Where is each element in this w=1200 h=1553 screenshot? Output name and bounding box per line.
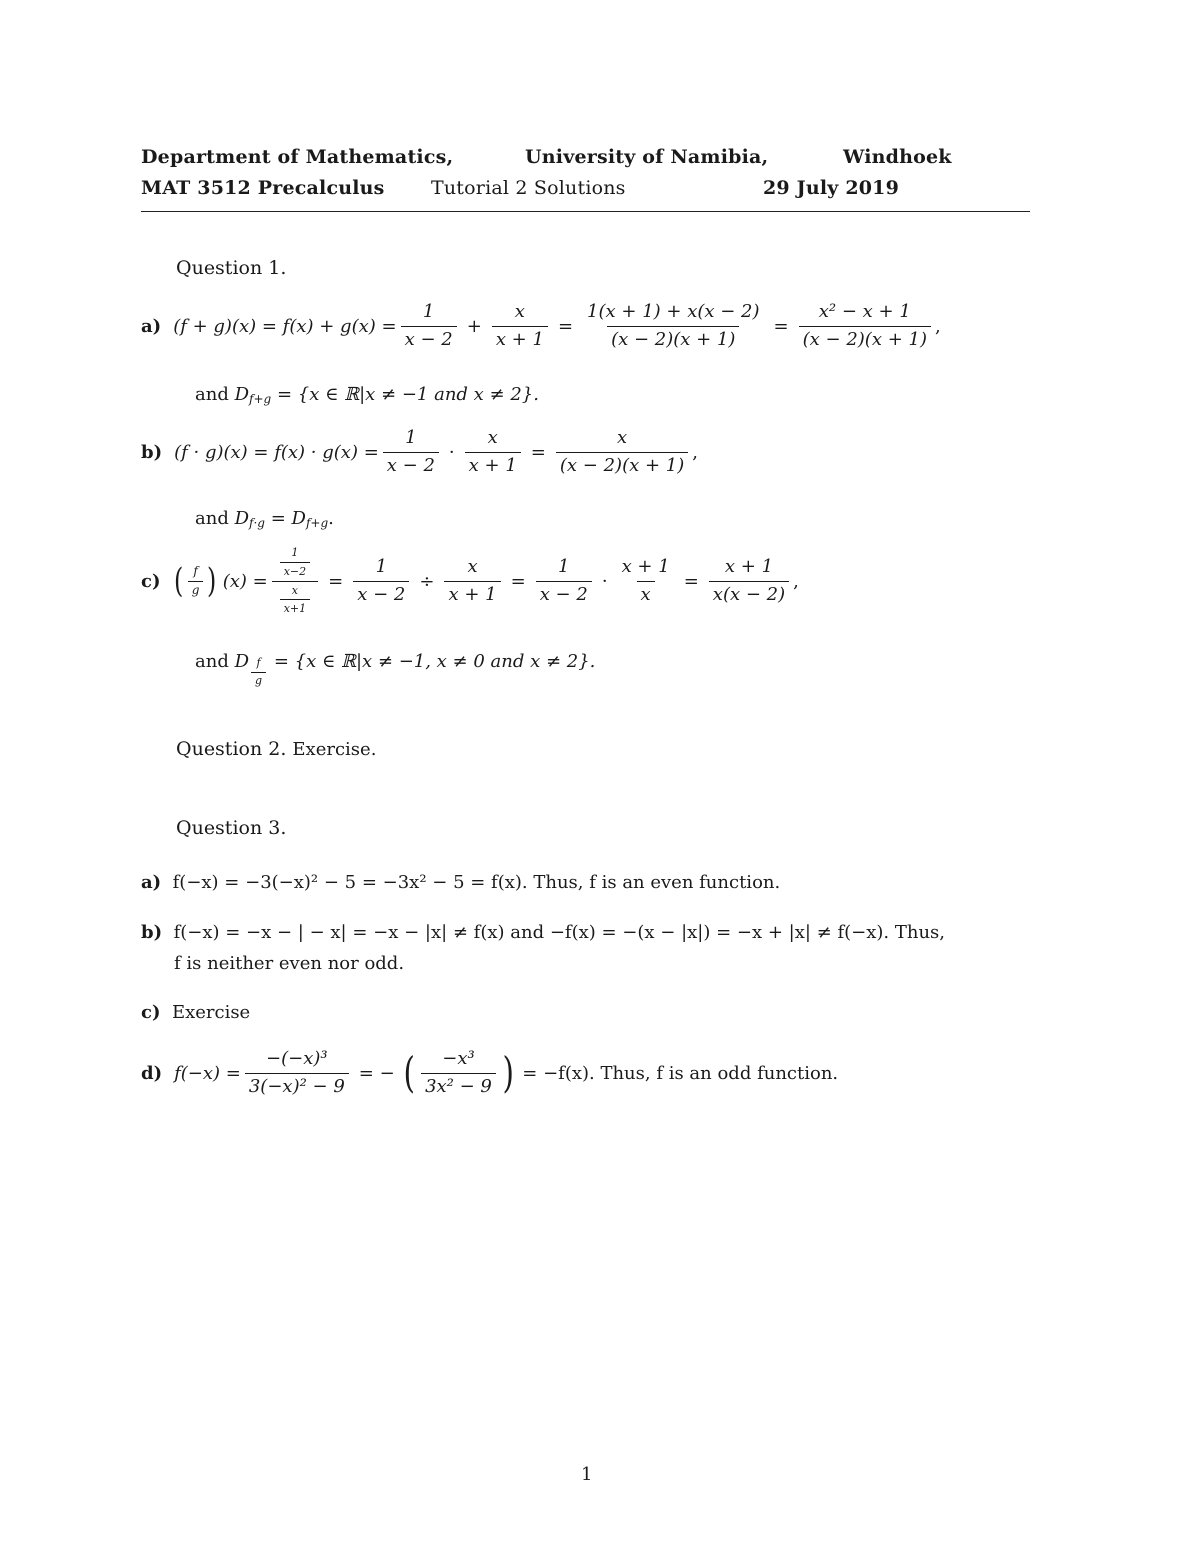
header-course: MAT 3512 Precalculus — [141, 177, 385, 199]
q3b-line2: f is neither even nor odd. — [174, 953, 405, 974]
header-city: Windhoek — [843, 146, 952, 168]
q1b-dot: · — [448, 441, 455, 463]
question-1-heading: Question 1. — [176, 257, 287, 279]
q1a-eq1: = — [557, 315, 574, 337]
q1b-lhs: (f · g)(x) = f(x) · g(x) = — [174, 441, 379, 463]
q1a-frac1: $\frac{1}{x - 2}$ — [401, 301, 457, 351]
question-2-heading: Question 2. — [176, 738, 287, 760]
question-2 — [176, 738, 376, 760]
q1c-domain: and D $\frac{f}{g}$ = {x ∈ ℝ|x ≠ −1, x ≠ 0 and x ≠ 2}. — [195, 650, 596, 687]
q3b-line1: f(−x) = −x − | − x| = −x − |x| ≠ f(x) and −f(x) = −(x − |x|) = −x + |x| ≠ f(−x). Thus, — [173, 922, 946, 943]
q1b-equation — [141, 424, 698, 480]
q1a-frac2: $\frac{x}{x + 1}$ — [492, 301, 548, 351]
q1a-domain: and D $_{f+g}$ = {x ∈ ℝ|x ≠ −1 and x ≠ 2}. — [195, 383, 539, 406]
q1c-frac3: $\frac{1}{x - 2}$ — [536, 556, 592, 606]
q1c-paren-frac: $\frac{f}{g}$ — [188, 565, 204, 596]
q1a-lhs: (f + g)(x) = f(x) + g(x) = — [173, 315, 397, 337]
q1b-eq: = — [530, 441, 546, 463]
q1c-nested-frac: $\frac{\frac{1}{x-2}}{\frac{x}{x+1}}$ — [272, 546, 318, 616]
q3c: c) Exercise — [141, 1002, 251, 1023]
q3d-frac1: $\frac{\text{−(−x)³}}{\text{3(−x)² − 9}}$ — [245, 1048, 349, 1098]
q1a-equation — [141, 298, 941, 354]
header-title: Tutorial 2 Solutions — [431, 177, 626, 199]
q1b-domain: and D $_{f\cdot g}$ = D $_{f+g}$ . — [195, 507, 334, 530]
q1c-frac5: $\frac{x + 1}{x(x - 2)}$ — [709, 556, 789, 606]
q1a-frac4: $\frac{\text{x² − x + 1}}{(x - 2)(x + 1)}$ — [799, 301, 931, 351]
q1a-label: a) — [141, 315, 162, 337]
q1b-frac3: $\frac{x}{(x - 2)(x + 1)}$ — [556, 427, 688, 477]
q3c-text: Exercise — [171, 1002, 251, 1023]
header-department: Department of Mathematics, — [141, 146, 454, 168]
header-rule — [141, 211, 1030, 212]
q1c-frac2: $\frac{x}{x + 1}$ — [444, 556, 500, 606]
q1a-plus: + — [466, 315, 482, 337]
q1a-comma: , — [934, 315, 941, 337]
q3a: a) f(−x) = −3(−x)² − 5 = −3x² − 5 = f(x). Thus, f is an even function. — [141, 872, 781, 893]
page-number: 1 — [581, 1464, 593, 1485]
q1c-equation: c) ( $\frac{f}{g}$ ) (x) = $\frac{\frac{1}{x-2}}{\frac{x}{x+1}}$ = $\frac{1}{x - 2}$ ÷ $\frac{x}{x + 1}$ = $\frac{1}{x - 2}$ · $\frac{x + 1}{x}$ = $\frac{x + 1}{x(x - 2)}$ , — [141, 546, 799, 616]
q3d-equation: d) f(−x) = $\frac{\text{−(−x)³}}{\text{3(−x)² − 9}}$ = − ( $\frac{\text{−x³}}{\text{3x² − 9}}$ ) = −f(x). Thus, f is an odd function. — [141, 1048, 839, 1097]
q3a-text: f(−x) = −3(−x)² − 5 = −3x² − 5 = f(x). Thus, f is an even function. — [172, 872, 781, 893]
q1b-label: b) — [141, 441, 163, 463]
q1b-comma: , — [692, 441, 698, 463]
q1b-frac1: $\frac{1}{x - 2}$ — [383, 427, 439, 477]
q1c-label: c) — [141, 570, 161, 592]
q3d-frac2: $\frac{\text{−x³}}{\text{3x² − 9}}$ — [421, 1048, 496, 1098]
question-2-text: Exercise. — [292, 739, 377, 760]
q1c-frac1: $\frac{1}{x - 2}$ — [353, 556, 409, 606]
q1c-of-x: (x) = — [222, 570, 268, 592]
q3b: b) f(−x) = −x − | − x| = −x − |x| ≠ f(x) and −f(x) = −(x − |x|) = −x + |x| ≠ f(−x). Thus, — [141, 922, 946, 943]
q1c-frac4: $\frac{x + 1}{x}$ — [621, 556, 670, 605]
q1a-eq2: = — [773, 315, 789, 337]
header-date: 29 July 2019 — [763, 177, 900, 199]
header-university: University of Namibia, — [525, 146, 769, 168]
q1a-frac3: $\frac{1(x + 1) + x(x - 2)}{(x - 2)(x + 1)}$ — [587, 301, 760, 350]
q1b-frac2: $\frac{x}{x + 1}$ — [465, 427, 521, 477]
question-3-heading: Question 3. — [176, 817, 287, 839]
